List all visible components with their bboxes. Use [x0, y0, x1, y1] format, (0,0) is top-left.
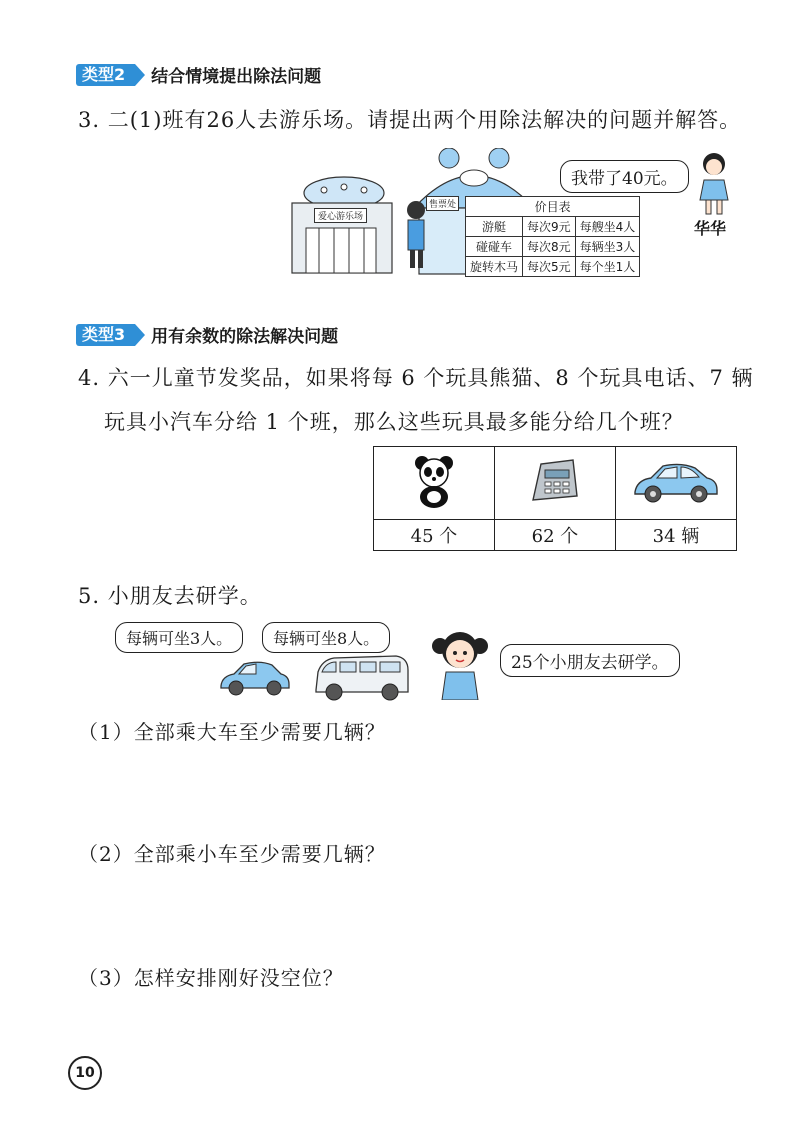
question-3-text: 3. 二(1)班有26人去游乐场。请提出两个用除法解决的问题并解答。	[78, 108, 742, 132]
table-row: 游艇 每次9元 每艘坐4人	[466, 217, 640, 237]
girl-icon	[428, 628, 492, 704]
section-tag: 类型3	[76, 324, 135, 346]
car-count: 34 辆	[616, 520, 737, 551]
telephone-count: 62 个	[495, 520, 616, 551]
price-table	[465, 196, 640, 277]
toy-car-icon	[631, 458, 721, 504]
huahua-speech-bubble: 我带了40元。	[560, 160, 689, 193]
section-3-header	[76, 322, 338, 347]
section-title: 用有余数的除法解决问题	[151, 327, 339, 347]
section-2-header	[76, 62, 321, 87]
sub-question-3: （3）怎样安排刚好没空位？	[78, 966, 344, 990]
big-car-bubble: 每辆可坐8人。	[262, 622, 390, 653]
toys-table	[373, 446, 737, 551]
table-row: 碰碰车 每次8元 每辆坐3人	[466, 237, 640, 257]
sub-question-2: （2）全部乘小车至少需要几辆？	[78, 842, 386, 866]
girl-speech-bubble: 25个小朋友去研学。	[500, 644, 680, 677]
question-4-line-2: 玩具小汽车分给 1 个班，那么这些玩具最多能分给几个班？	[104, 410, 684, 434]
sub-question-1: （1）全部乘大车至少需要几辆？	[78, 720, 386, 744]
girl-huahua-icon	[694, 150, 734, 220]
big-van-icon	[312, 650, 412, 706]
park-sign: 爱心游乐场	[314, 208, 367, 223]
panda-count: 45 个	[374, 520, 495, 551]
section-title: 结合情境提出除法问题	[151, 67, 322, 87]
price-table-title: 价目表	[466, 197, 640, 217]
table-row: 旋转木马 每次5元 每个坐1人	[466, 257, 640, 277]
toy-car-cell	[616, 447, 737, 520]
character-name: 华华	[694, 219, 727, 238]
panda-cell	[374, 447, 495, 520]
panda-icon	[409, 453, 459, 509]
small-car-bubble: 每辆可坐3人。	[115, 622, 243, 653]
section-tag: 类型2	[76, 64, 135, 86]
ticket-sign: 售票处	[426, 196, 459, 211]
telephone-cell	[495, 447, 616, 520]
small-car-icon	[218, 656, 292, 702]
telephone-icon	[527, 456, 583, 506]
question-5-text: 5. 小朋友去研学。	[78, 584, 262, 608]
page-number: 10	[68, 1056, 102, 1090]
question-4-line-1: 4. 六一儿童节发奖品，如果将每 6 个玩具熊猫、8 个玩具电话、7 辆	[78, 366, 754, 390]
